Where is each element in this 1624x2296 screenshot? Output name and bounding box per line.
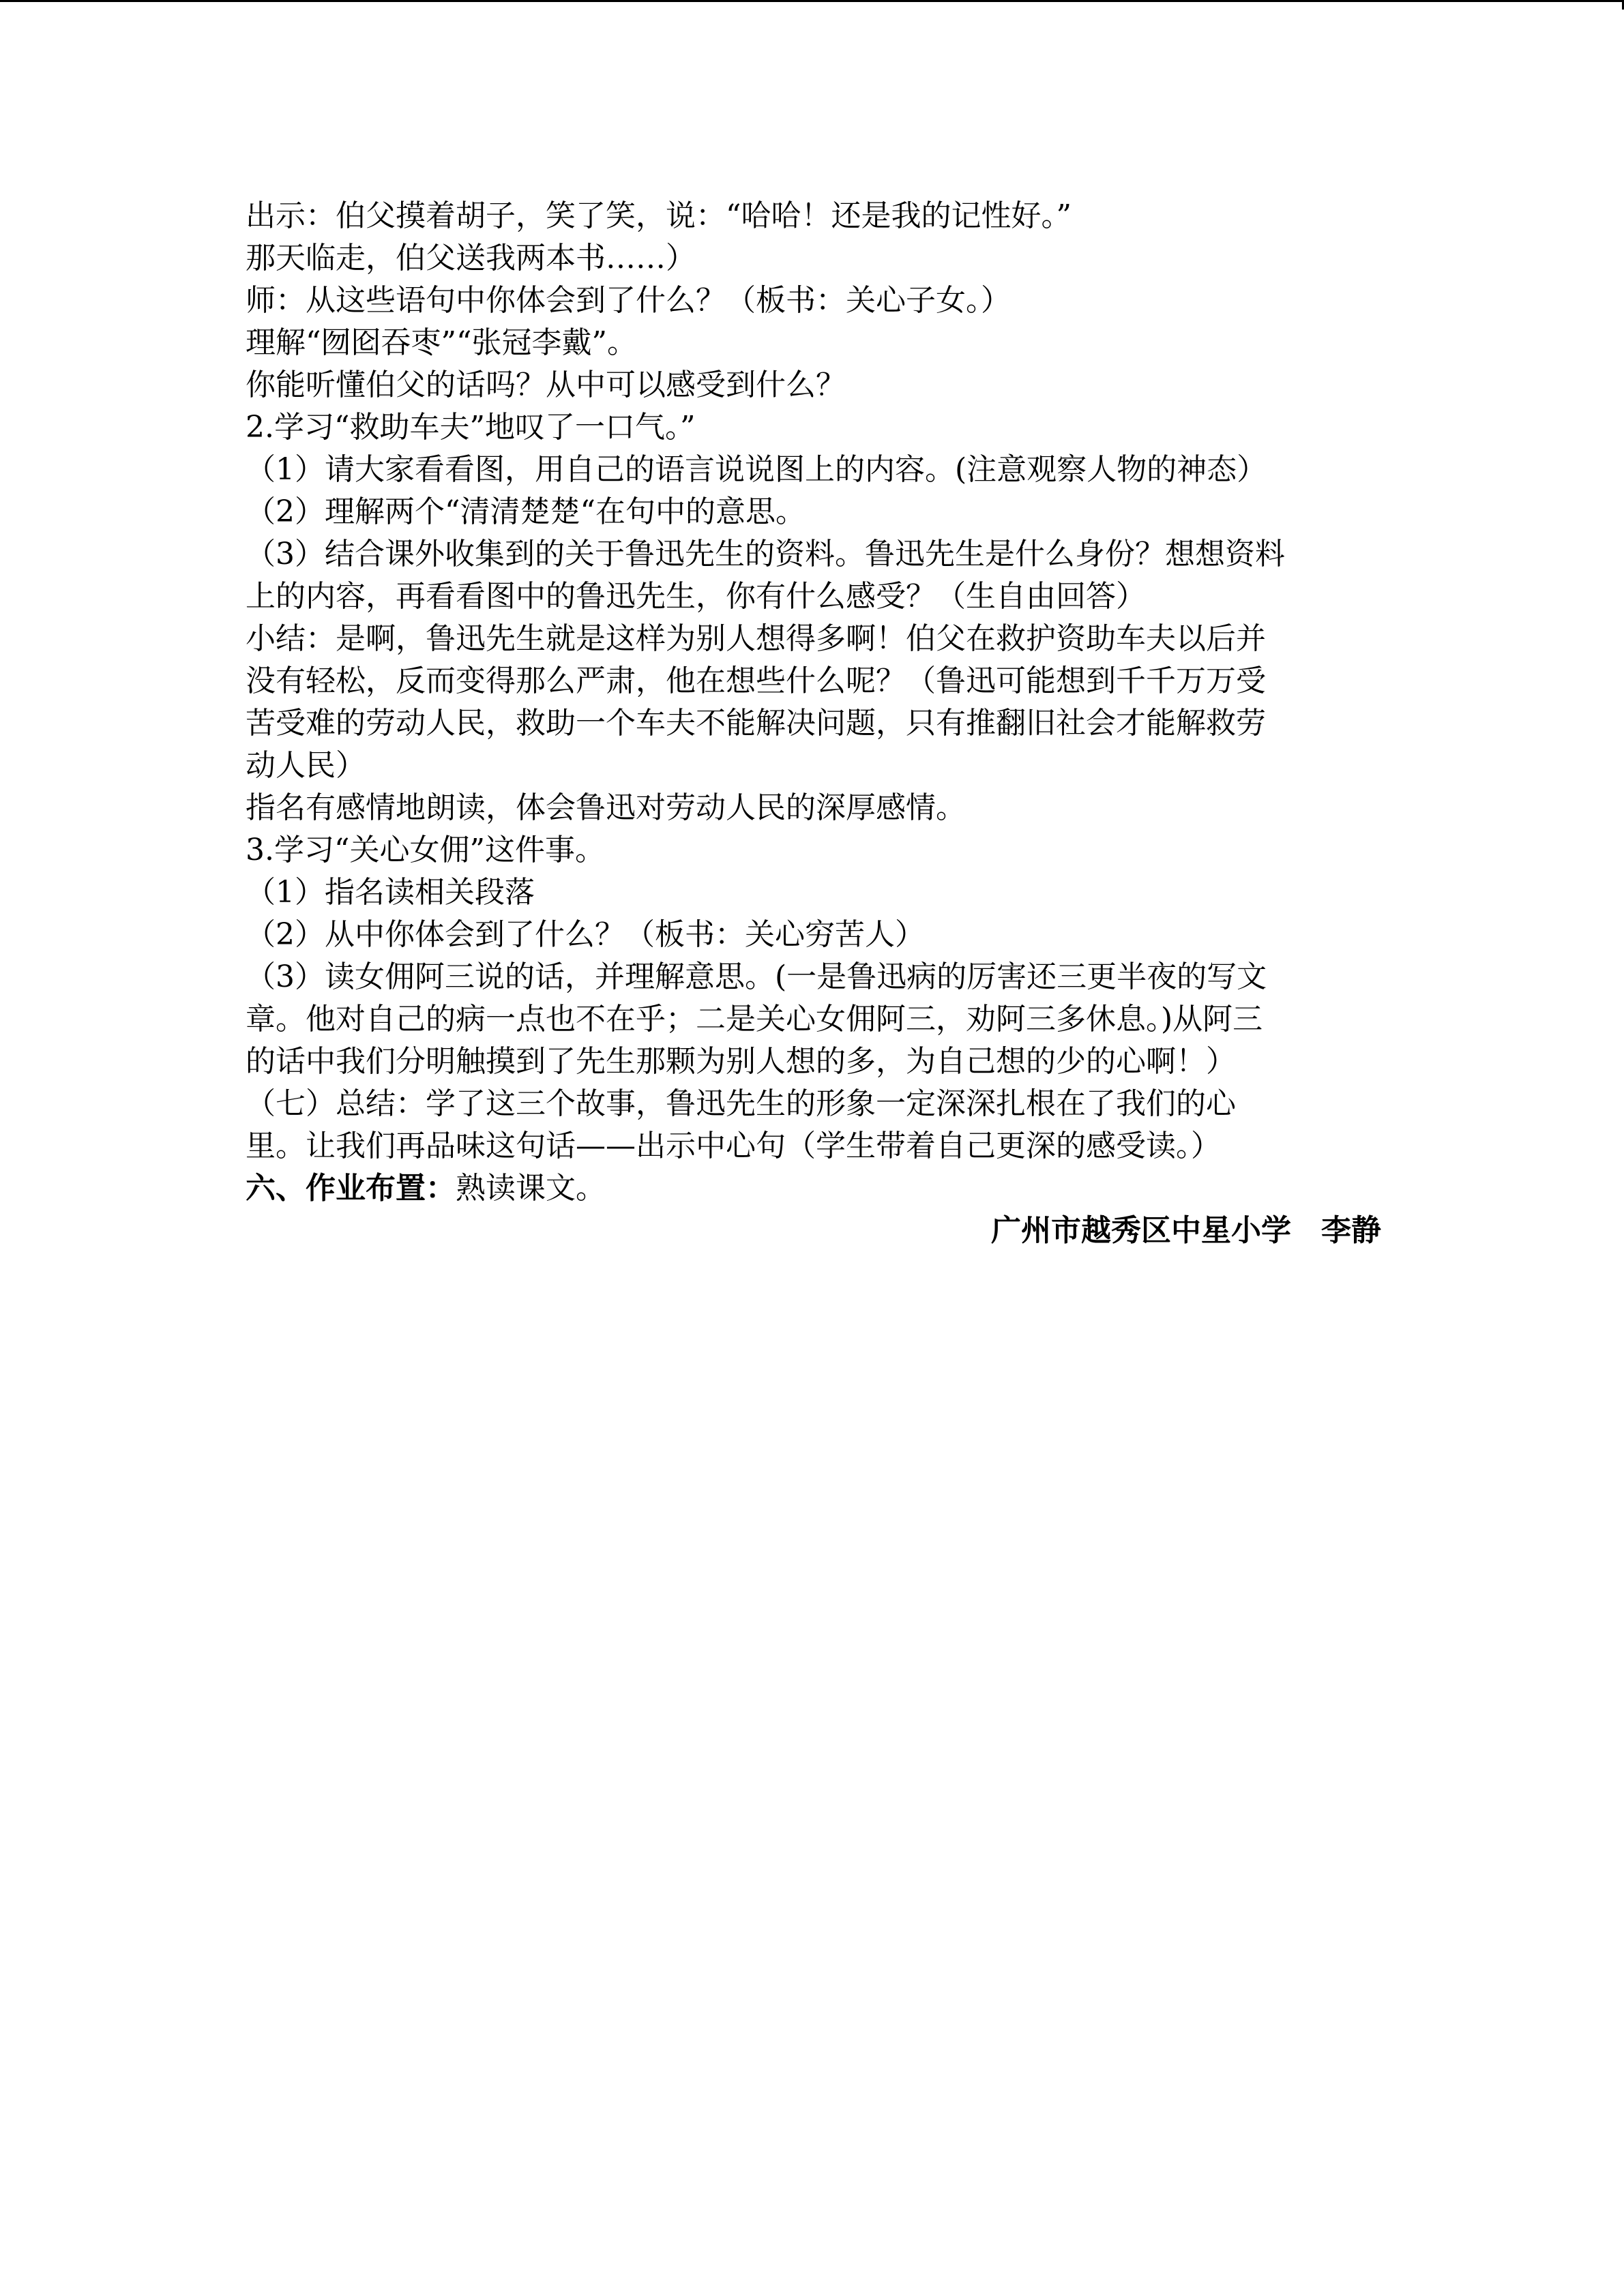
text-line: 你能听懂伯父的话吗？从中可以感受到什么？ xyxy=(246,368,846,402)
text-line: （七）总结：学了这三个故事，鲁迅先生的形象一定深深扎根在了我们的心 xyxy=(246,1086,1236,1121)
text-line: （2）从中你体会到了什么？（板书：关心穷苦人） xyxy=(246,917,925,952)
text-line: 指名有感情地朗读，体会鲁迅对劳动人民的深厚感情。 xyxy=(246,790,966,825)
top-border-rule xyxy=(0,0,1624,2)
text-line: 小结：是啊，鲁迅先生就是这样为别人想得多啊！伯父在救护资助车夫以后并 xyxy=(246,621,1266,656)
text-line: （1）请大家看看图，用自己的语言说说图上的内容。(注意观察人物的神态） xyxy=(246,452,1267,487)
text-line: 动人民） xyxy=(246,748,366,783)
text-line: 那天临走，伯父送我两本书……） xyxy=(246,241,696,275)
homework-heading: 六、作业布置： xyxy=(246,1171,456,1206)
author-signature: 广州市越秀区中星小学 李静 xyxy=(991,1213,1381,1248)
text-line: 出示：伯父摸着胡子，笑了笑，说：“哈哈！还是我的记性好。” xyxy=(246,198,1072,233)
text-line: 里。让我们再品味这句话——出示中心句（学生带着自己更深的感受读。） xyxy=(246,1129,1221,1163)
text-line: 2.学习“救助车夫”地叹了一口气。” xyxy=(246,410,696,445)
document-body xyxy=(246,195,1381,1252)
text-line: 师：从这些语句中你体会到了什么？（板书：关心子女。） xyxy=(246,283,1011,318)
homework-line xyxy=(246,1167,1381,1210)
homework-text: 熟读课文。 xyxy=(456,1171,606,1206)
text-line: 上的内容，再看看图中的鲁迅先生，你有什么感受？（生自由回答） xyxy=(246,579,1146,614)
text-line: 没有轻松，反而变得那么严肃，他在想些什么呢？（鲁迅可能想到千千万万受 xyxy=(246,664,1266,698)
text-line: 的话中我们分明触摸到了先生那颗为别人想的多，为自己想的少的心啊！） xyxy=(246,1044,1236,1079)
text-line: 章。他对自己的病一点也不在乎；二是关心女佣阿三，劝阿三多休息。)从阿三 xyxy=(246,1002,1263,1037)
text-line: 3.学习“关心女佣”这件事。 xyxy=(246,833,605,867)
text-line: （3）结合课外收集到的关于鲁迅先生的资料。鲁迅先生是什么身份？想想资料 xyxy=(246,537,1285,571)
text-line: 苦受难的劳动人民，救助一个车夫不能解决问题，只有推翻旧社会才能解救劳 xyxy=(246,706,1266,741)
text-line: （3）读女佣阿三说的话，并理解意思。(一是鲁迅病的厉害还三更半夜的写文 xyxy=(246,959,1267,994)
text-line: （2）理解两个“清清楚楚“在句中的意思。 xyxy=(246,494,806,529)
text-line: （1）指名读相关段落 xyxy=(246,875,535,910)
text-line: 理解“囫囵吞枣”“张冠李戴”。 xyxy=(246,325,637,360)
